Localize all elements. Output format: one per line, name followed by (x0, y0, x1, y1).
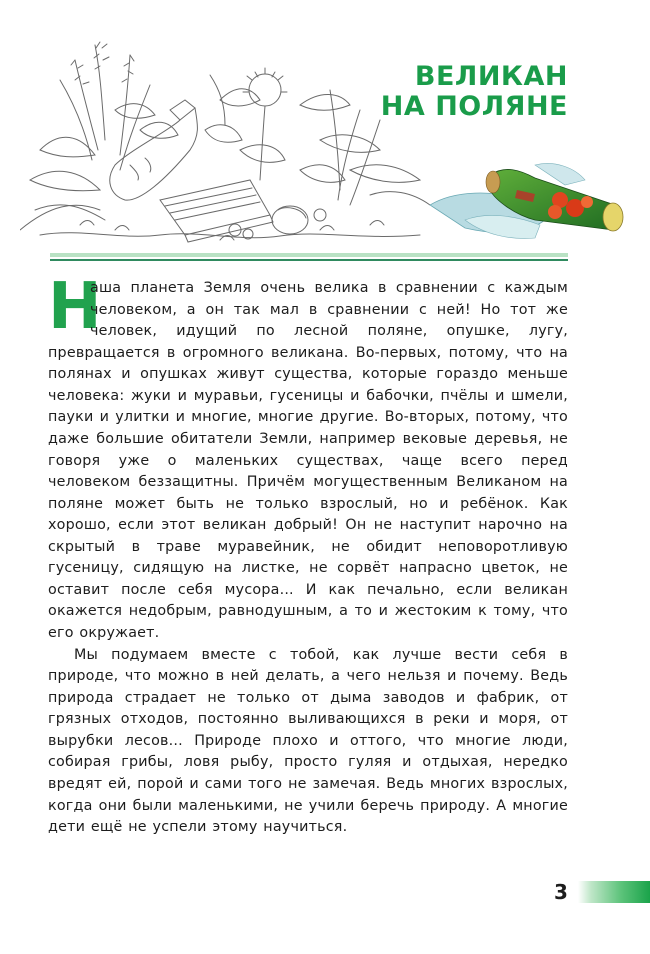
green-bottle-illustration (425, 150, 650, 245)
article-body (48, 270, 568, 839)
title-line-1: ВЕЛИКАН (414, 61, 568, 92)
page-title (381, 62, 568, 122)
paragraph-2: Мы подумаем вместе с тобой, как лучше вести себя в природе, что можно в ней делать, а чего нельзя и почему. Ведь природа страдает не только от дыма заводов и фабрик, от грязных отходов, постоянно выливающихся в реки и моря, от вырубки лесов... Природе плохо и оттого, что многие люди, собирая грибы, ловя рыбу, просто гуляя и отдыхая, нередко вредят ей, порой и сами того не замечая. Ведь многих взрослых, когда они были маленькими, не учили беречь природу. А многие дети ещё не успели этому научиться. (48, 646, 568, 836)
drop-cap: Н (48, 270, 102, 344)
divider-light (50, 253, 568, 257)
title-line-2: НА ПОЛЯНЕ (380, 91, 568, 122)
paragraph-1 (48, 270, 568, 645)
divider-dark (50, 259, 568, 261)
paragraph-1-text: аша планета Земля очень велика в сравнении с каждым человеком, а он так мал в сравнении с ней! Но тот же человек, идущий по лесной поляне, опушке, лугу, превращается в огромного великана. Во-первых, потому, что на полянах и опушках живут существа, которые гораздо меньше человека: жуки и муравьи, гусеницы и бабочки, пчёлы и шмели, пауки и улитки и многие, многие другие. Во-вторых, потому, что даже большие обитатели Земли, например вековые деревья, не говоря уже о маленьких существах, чаще всего перед человеком беззащитны. Причём могущественным Великаном на поляне может быть не только взрослый, но и ребёнок. Как хорошо, если этот великан добрый! Он не наступит нарочно на скрытый в траве муравейник, не обидит неповоротливую гусеницу, сидящую на листке, не сорвёт напрасно цветок, не оставит после себя мусора... И как печально, если великан окажется недобрым, равнодушным, а то и жестоким к тому, что его окружает. (48, 280, 568, 641)
meadow-litter-illustration (20, 30, 440, 250)
page-number-bar (578, 881, 650, 903)
page-number: 3 (554, 880, 568, 904)
